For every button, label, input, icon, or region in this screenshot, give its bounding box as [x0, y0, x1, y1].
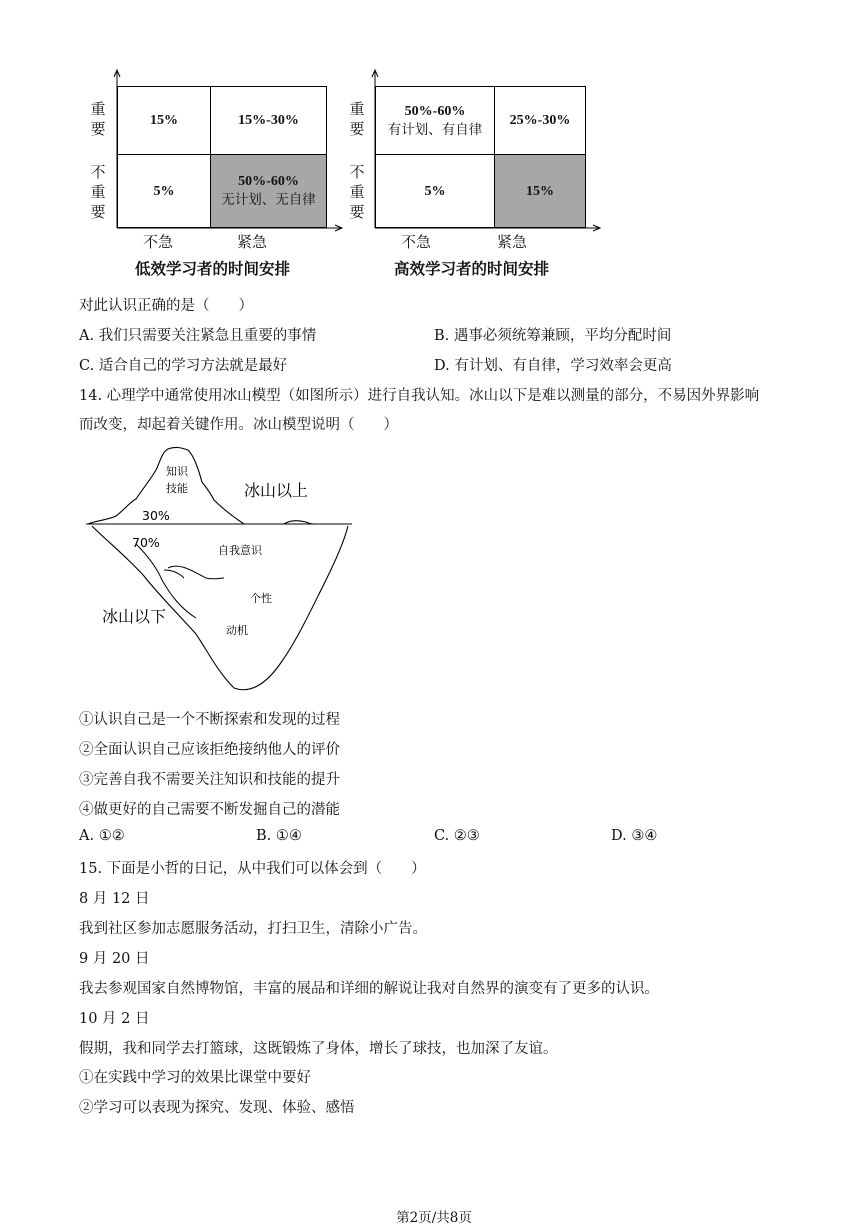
- left-cell-bottom-right: [211, 155, 327, 228]
- right-cell-top-left-note: 有计划、有自律: [387, 121, 483, 138]
- diary-date-2: 9 月 20 日: [79, 951, 150, 967]
- diary-text-3: 假期，我和同学去打篮球，这既锻炼了身体，增长了球技，也加深了友谊。: [79, 1041, 558, 1057]
- left-cell-top-left: 15%: [118, 87, 211, 155]
- left-x-label-not-urgent: 不急: [143, 233, 174, 251]
- left-cell-top-right: 15%-30%: [211, 87, 327, 155]
- left-cell-bottom-right-value: 50%-60%: [238, 174, 299, 189]
- left-chart-caption: 低效学习者的时间安排: [135, 259, 291, 278]
- q14-stem-line-1: 14. 心理学中通常使用冰山模型（如图所示）进行自我认知。冰山以下是难以测量的部分，不易因外界影响: [79, 388, 760, 404]
- right-cell-bottom-left: 5%: [376, 155, 495, 228]
- iceberg-text-knowledge: 知识: [166, 465, 188, 478]
- q13-option-b: B. 遇事必须统筹兼顾，平均分配时间: [434, 328, 672, 344]
- right-x-label-urgent: 紧急: [497, 233, 528, 251]
- iceberg-above-percent: 30%: [142, 508, 170, 523]
- left-cell-bottom-right-note: 无计划、无自律: [221, 192, 316, 208]
- q14-stem-line-2: 而改变，却起着关键作用。冰山模型说明（ ）: [79, 417, 398, 433]
- iceberg-below-percent: 70%: [132, 535, 160, 550]
- q14-option-c: C. ②③: [434, 828, 480, 844]
- q13-option-d: D. 有计划、有自律，学习效率会更高: [434, 358, 672, 374]
- diary-date-1: 8 月 12 日: [79, 891, 150, 907]
- q13-option-c: C. 适合自己的学习方法就是最好: [79, 358, 288, 374]
- q13-option-a: A. 我们只需要关注紧急且重要的事情: [79, 328, 317, 344]
- right-x-label-not-urgent: 不急: [401, 233, 432, 251]
- q13-stem: 对此认识正确的是（ ）: [79, 298, 253, 314]
- q14-option-d: D. ③④: [611, 828, 658, 844]
- right-y-label-important: 重要: [349, 100, 365, 138]
- left-y-label-important: 重要: [90, 100, 106, 138]
- q14-statement-4: ④做更好的自己需要不断发掘自己的潜能: [79, 802, 340, 818]
- right-matrix: [375, 86, 586, 228]
- left-matrix: [117, 86, 327, 228]
- iceberg-above-label: 冰山以上: [244, 481, 309, 500]
- right-cell-bottom-right: 15%: [495, 155, 586, 228]
- right-y-label-not-important: 不重要: [349, 163, 365, 221]
- q15-stem: 15. 下面是小哲的日记，从中我们可以体会到（ ）: [79, 861, 426, 877]
- right-cell-top-left: [376, 87, 495, 155]
- iceberg-text-motive: 动机: [226, 624, 248, 637]
- iceberg-diagram: [84, 444, 359, 694]
- iceberg-text-personality: 个性: [250, 592, 272, 605]
- iceberg-text-self-awareness: 自我意识: [218, 544, 262, 557]
- diary-text-2: 我去参观国家自然博物馆，丰富的展品和详细的解说让我对自然界的演变有了更多的认识。: [79, 981, 659, 997]
- inner-curve-2: [164, 570, 184, 578]
- page-footer: 第2页/共8页: [396, 1210, 472, 1226]
- q15-statement-2: ②学习可以表现为探究、发现、体验、感悟: [79, 1100, 355, 1116]
- q14-option-b: B. ①④: [256, 828, 302, 844]
- q14-statement-1: ①认识自己是一个不断探索和发现的过程: [79, 712, 340, 728]
- right-cell-top-left-value: 50%-60%: [404, 103, 466, 119]
- q15-statement-1: ①在实践中学习的效果比课堂中要好: [79, 1070, 311, 1086]
- left-cell-bottom-left: 5%: [118, 155, 211, 228]
- iceberg-below-label: 冰山以下: [102, 607, 167, 626]
- iceberg-text-skills: 技能: [166, 482, 188, 495]
- right-cell-top-right: 25%-30%: [495, 87, 586, 155]
- diary-date-3: 10 月 2 日: [79, 1011, 150, 1027]
- diary-text-1: 我到社区参加志愿服务活动，打扫卫生，清除小广告。: [79, 921, 427, 937]
- left-y-label-not-important: 不重要: [90, 163, 106, 221]
- right-chart-caption: 高效学习者的时间安排: [394, 259, 550, 278]
- q14-statement-2: ②全面认识自己应该拒绝接纳他人的评价: [79, 742, 340, 758]
- left-x-label-urgent: 紧急: [237, 233, 268, 251]
- q14-statement-3: ③完善自我不需要关注知识和技能的提升: [79, 772, 340, 788]
- q14-option-a: A. ①②: [79, 828, 125, 844]
